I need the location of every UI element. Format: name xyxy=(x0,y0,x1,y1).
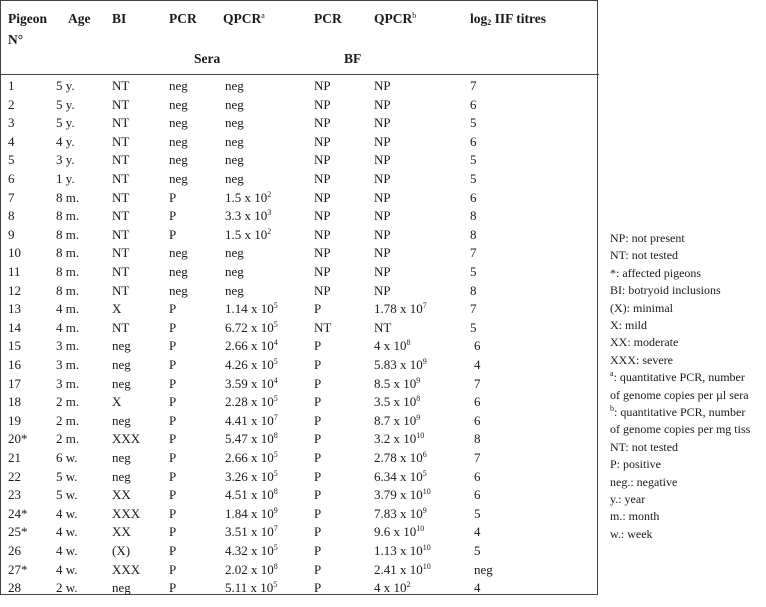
cell-age: 4 m. xyxy=(56,301,80,317)
cell-qpcr-sera: 3.51 x $10^7$ xyxy=(225,524,278,540)
header-bi: BI xyxy=(112,11,127,26)
cell-pcr-bf: NP xyxy=(314,115,331,131)
cell-iif-titre: 6 xyxy=(470,189,477,205)
cell-qpcr-sera: 5.47 x $10^8$ xyxy=(225,431,278,447)
cell-pcr-bf: P xyxy=(314,561,322,577)
cell-age: 5 y. xyxy=(56,115,75,131)
cell-pcr-sera: P xyxy=(169,375,177,391)
cell-bi: NT xyxy=(112,264,130,279)
cell-qpcr-sera: 1.5 x $10^2$ xyxy=(225,189,272,205)
cell-pcr-bf: NP xyxy=(314,245,331,261)
cell-iif-titre: 5 xyxy=(470,171,477,186)
cell-pcr-bf: NP xyxy=(314,282,331,298)
legend-item: of genome copies per mg tiss xyxy=(610,422,751,437)
cell-pcr-sera: neg xyxy=(169,171,188,186)
cell-bi: NT xyxy=(112,133,130,149)
cell-bi: NT xyxy=(112,226,130,242)
cell-qpcr-bf: NP xyxy=(374,78,391,93)
cell-qpcr-sera: 2.02 x $10^8$ xyxy=(225,561,278,577)
cell-bi: NT xyxy=(112,152,130,168)
cell-qpcr-bf: 9.6 x $10^{10}$ xyxy=(374,524,425,540)
cell-pcr-bf: P xyxy=(314,394,322,410)
cell-age: 8 m. xyxy=(56,245,80,261)
cell-pigeon-no: 19 xyxy=(8,412,21,428)
cell-iif-titre: 5 xyxy=(470,152,477,168)
cell-pcr-sera: P xyxy=(169,226,177,242)
cell-iif-titre: 6 xyxy=(474,338,481,354)
cell-age: 2 m. xyxy=(56,394,80,410)
cell-pcr-bf: P xyxy=(314,301,322,317)
cell-pcr-bf: NP xyxy=(314,189,331,205)
cell-pigeon-no: 26 xyxy=(8,543,21,558)
legend-item: $^a$: quantitative PCR, number xyxy=(610,369,745,385)
cell-bi: XXX xyxy=(112,505,141,521)
cell-qpcr-sera: 2.66 x $10^4$ xyxy=(225,338,278,354)
cell-pigeon-no: 20* xyxy=(8,431,28,447)
header-pigeon: Pigeon xyxy=(8,11,47,26)
legend-item: BI: botryoid inclusions xyxy=(610,283,721,298)
cell-iif-titre: 7 xyxy=(470,78,477,93)
footnote-marker-b: b xyxy=(412,11,417,20)
cell-pcr-sera: P xyxy=(169,301,177,317)
cell-pcr-bf: NP xyxy=(314,208,331,224)
footnote-marker-a: a xyxy=(261,11,265,20)
cell-bi: NT xyxy=(112,78,130,93)
cell-qpcr-bf: 6.34 x $10^5$ xyxy=(374,468,427,484)
cell-age: 5 y. xyxy=(56,96,75,112)
cell-age: 5 w. xyxy=(56,487,78,503)
cell-pcr-sera: neg xyxy=(169,282,188,298)
cell-iif-titre: 5 xyxy=(474,543,481,558)
cell-pcr-bf: P xyxy=(314,580,322,596)
cell-pcr-sera: P xyxy=(169,561,177,577)
cell-pigeon-no: 13 xyxy=(8,301,21,317)
cell-pcr-bf: NP xyxy=(314,264,331,279)
cell-pigeon-no: 15 xyxy=(8,338,21,354)
cell-age: 6 w. xyxy=(56,450,78,465)
cell-iif-titre: 5 xyxy=(470,115,477,131)
cell-bi: NT xyxy=(112,208,130,224)
cell-bi: NT xyxy=(112,171,130,186)
cell-pcr-bf: P xyxy=(314,357,322,372)
cell-age: 4 y. xyxy=(56,133,75,149)
cell-qpcr-bf: 8.5 x $10^9$ xyxy=(374,375,421,391)
cell-age: 8 m. xyxy=(56,226,80,242)
cell-qpcr-bf: 1.78 x $10^7$ xyxy=(374,301,427,317)
cell-pcr-bf: NP xyxy=(314,171,331,186)
legend-item: XX: moderate xyxy=(610,335,679,350)
cell-pigeon-no: 9 xyxy=(8,226,15,242)
cell-age: 8 m. xyxy=(56,189,80,205)
cell-qpcr-sera: 3.59 x $10^4$ xyxy=(225,375,278,391)
legend-item: w.: week xyxy=(610,526,653,541)
legend-item: NT: not tested xyxy=(610,439,679,454)
cell-qpcr-bf: 5.83 x $10^9$ xyxy=(374,357,427,372)
cell-pcr-sera: P xyxy=(169,524,177,540)
legend-item: NT: not tested xyxy=(610,248,679,263)
cell-iif-titre: 8 xyxy=(474,431,481,447)
cell-pcr-sera: P xyxy=(169,412,177,428)
cell-age: 3 m. xyxy=(56,338,80,354)
cell-age: 8 m. xyxy=(56,282,80,298)
cell-pigeon-no: 17 xyxy=(8,375,21,391)
cell-pigeon-no: 14 xyxy=(8,319,21,335)
cell-qpcr-bf: 3.79 x $10^{10}$ xyxy=(374,487,431,503)
cell-pigeon-no: 4 xyxy=(8,133,15,149)
cell-pigeon-no: 22 xyxy=(8,468,21,484)
cell-iif-titre: 7 xyxy=(470,301,477,317)
cell-qpcr-sera: 1.5 x $10^2$ xyxy=(225,226,272,242)
cell-age: 4 w. xyxy=(56,505,78,521)
header-qpcr-sera: QPCR$^a$ xyxy=(223,11,265,26)
cell-pcr-bf: P xyxy=(314,412,322,428)
header-pcr-bf: PCR xyxy=(314,11,342,26)
cell-qpcr-bf: 2.41 x $10^{10}$ xyxy=(374,561,431,577)
cell-qpcr-bf: 1.13 x $10^{10}$ xyxy=(374,543,431,558)
cell-pcr-sera: neg xyxy=(169,245,188,261)
cell-iif-titre: 7 xyxy=(474,375,481,391)
cell-qpcr-bf: NP xyxy=(374,171,391,186)
cell-age: 4 w. xyxy=(56,524,78,540)
cell-qpcr-sera: 2.66 x $10^5$ xyxy=(225,450,278,465)
cell-qpcr-bf: 2.78 x $10^6$ xyxy=(374,450,427,465)
cell-age: 3 y. xyxy=(56,152,75,168)
cell-age: 3 m. xyxy=(56,375,80,391)
cell-pcr-bf: P xyxy=(314,505,322,521)
cell-pigeon-no: 5 xyxy=(8,152,15,168)
cell-pcr-sera: P xyxy=(169,543,177,558)
cell-bi: X xyxy=(112,301,122,317)
cell-pigeon-no: 10 xyxy=(8,245,21,261)
cell-pigeon-no: 16 xyxy=(8,357,21,372)
cell-pigeon-no: 21 xyxy=(8,450,21,465)
cell-qpcr-bf: NP xyxy=(374,115,391,131)
header-age: Age xyxy=(68,11,91,26)
cell-pcr-bf: P xyxy=(314,524,322,540)
cell-qpcr-sera: neg xyxy=(225,282,244,298)
cell-iif-titre: 6 xyxy=(474,487,481,503)
cell-qpcr-sera: neg xyxy=(225,245,244,261)
cell-pcr-sera: P xyxy=(169,450,177,465)
cell-pcr-sera: P xyxy=(169,319,177,335)
cell-pigeon-no: 23 xyxy=(8,487,21,503)
cell-bi: XX xyxy=(112,487,131,503)
cell-iif-titre: 6 xyxy=(474,412,481,428)
cell-bi: XXX xyxy=(112,431,141,447)
legend-item: *: affected pigeons xyxy=(610,265,702,280)
cell-pigeon-no: 1 xyxy=(8,78,15,93)
cell-pcr-bf: P xyxy=(314,338,322,354)
cell-qpcr-sera: 4.32 x $10^5$ xyxy=(225,543,278,558)
cell-age: 2 w. xyxy=(56,580,78,596)
cell-qpcr-sera: neg xyxy=(225,78,244,93)
cell-bi: neg xyxy=(112,580,131,596)
cell-qpcr-bf: 4 x $10^2$ xyxy=(374,580,411,596)
group-label-bf: BF xyxy=(344,51,362,66)
cell-pcr-bf: NP xyxy=(314,152,331,168)
legend-item: NP: not present xyxy=(610,231,685,245)
cell-pcr-bf: P xyxy=(314,543,322,558)
cell-qpcr-sera: neg xyxy=(225,96,244,112)
cell-qpcr-bf: NP xyxy=(374,245,391,261)
cell-qpcr-bf: NP xyxy=(374,189,391,205)
cell-pcr-sera: P xyxy=(169,338,177,354)
cell-pigeon-no: 8 xyxy=(8,208,15,224)
cell-age: 3 m. xyxy=(56,357,80,372)
header-qpcr-bf: QPCR$^b$ xyxy=(374,11,417,26)
cell-pcr-bf: P xyxy=(314,468,322,484)
cell-qpcr-sera: 4.51 x $10^8$ xyxy=(225,487,278,503)
cell-iif-titre: 8 xyxy=(470,226,477,242)
cell-pigeon-no: 3 xyxy=(8,115,15,131)
cell-qpcr-sera: 4.41 x $10^7$ xyxy=(225,412,278,428)
cell-qpcr-sera: 6.72 x $10^5$ xyxy=(225,319,278,335)
cell-pcr-sera: P xyxy=(169,208,177,224)
legend-item: XXX: severe xyxy=(610,352,673,367)
cell-age: 4 w. xyxy=(56,543,78,558)
cell-bi: neg xyxy=(112,375,131,391)
cell-qpcr-bf: NP xyxy=(374,152,391,168)
cell-qpcr-sera: neg xyxy=(225,264,244,279)
cell-pcr-bf: NP xyxy=(314,133,331,149)
cell-bi: NT xyxy=(112,245,130,261)
cell-pcr-sera: P xyxy=(169,394,177,410)
cell-iif-titre: 6 xyxy=(470,96,477,112)
cell-qpcr-sera: 5.11 x $10^5$ xyxy=(225,580,278,596)
cell-bi: X xyxy=(112,394,122,410)
group-label-sera: Sera xyxy=(194,51,221,66)
cell-qpcr-bf: NP xyxy=(374,208,391,224)
cell-qpcr-bf: NP xyxy=(374,226,391,242)
cell-pcr-sera: neg xyxy=(169,96,188,112)
cell-iif-titre: 8 xyxy=(470,282,477,298)
cell-iif-titre: 7 xyxy=(474,450,481,465)
header-pcr-sera: PCR xyxy=(169,11,197,26)
cell-age: 8 m. xyxy=(56,264,80,279)
cell-qpcr-sera: neg xyxy=(225,133,244,149)
cell-bi: NT xyxy=(112,319,130,335)
cell-qpcr-sera: 3.26 x $10^5$ xyxy=(225,468,278,484)
cell-qpcr-sera: neg xyxy=(225,171,244,186)
cell-qpcr-sera: 2.28 x $10^5$ xyxy=(225,394,278,410)
cell-pcr-sera: P xyxy=(169,468,177,484)
cell-pcr-sera: P xyxy=(169,580,177,596)
cell-qpcr-bf: 3.2 x $10^{10}$ xyxy=(374,431,425,447)
cell-iif-titre: 4 xyxy=(474,524,481,540)
cell-qpcr-sera: 1.84 x $10^9$ xyxy=(225,505,278,521)
cell-age: 2 m. xyxy=(56,412,80,428)
cell-pcr-sera: neg xyxy=(169,133,188,149)
legend-item: $^b$: quantitative PCR, number xyxy=(610,404,746,419)
cell-qpcr-bf: 7.83 x $10^9$ xyxy=(374,505,427,521)
header-pigeon-no: N° xyxy=(8,32,24,47)
cell-qpcr-bf: NP xyxy=(374,96,391,112)
cell-qpcr-bf: 3.5 x $10^8$ xyxy=(374,394,421,410)
cell-age: 5 y. xyxy=(56,78,75,93)
cell-iif-titre: 5 xyxy=(470,264,477,279)
legend-item: m.: month xyxy=(610,509,660,524)
cell-qpcr-bf: NP xyxy=(374,282,391,298)
cell-pigeon-no: 25* xyxy=(8,524,28,540)
cell-qpcr-bf: NP xyxy=(374,133,391,149)
cell-pigeon-no: 27* xyxy=(8,561,28,577)
cell-iif-titre: 4 xyxy=(474,357,481,372)
cell-qpcr-sera: 1.14 x $10^5$ xyxy=(225,301,278,317)
cell-qpcr-bf: 4 x $10^8$ xyxy=(374,338,411,354)
header-iif-titres: $\log_2$ IIF titres xyxy=(470,11,547,27)
header-divider xyxy=(1,74,599,75)
cell-pigeon-no: 6 xyxy=(8,171,15,186)
cell-pcr-bf: P xyxy=(314,431,322,447)
legend-item: X: mild xyxy=(610,318,648,332)
cell-pigeon-no: 24* xyxy=(8,505,28,521)
legend-item: (X): minimal xyxy=(610,300,673,315)
cell-pigeon-no: 18 xyxy=(8,394,21,410)
cell-pcr-bf: NT xyxy=(314,319,332,335)
cell-pcr-bf: P xyxy=(314,375,322,391)
cell-pcr-sera: P xyxy=(169,487,177,503)
cell-qpcr-bf: NT xyxy=(374,319,392,335)
cell-bi: NT xyxy=(112,189,130,205)
cell-bi: XX xyxy=(112,524,131,540)
cell-age: 8 m. xyxy=(56,208,80,224)
cell-bi: NT xyxy=(112,282,130,298)
cell-bi: (X) xyxy=(112,543,131,558)
cell-qpcr-sera: neg xyxy=(225,115,244,131)
cell-pcr-bf: NP xyxy=(314,96,331,112)
cell-iif-titre: 6 xyxy=(474,394,481,410)
cell-pcr-bf: P xyxy=(314,487,322,503)
cell-pcr-bf: P xyxy=(314,450,322,465)
cell-age: 4 w. xyxy=(56,561,78,577)
cell-qpcr-bf: 8.7 x $10^9$ xyxy=(374,412,421,428)
cell-iif-titre: 8 xyxy=(470,208,477,224)
cell-pigeon-no: 7 xyxy=(8,189,15,205)
cell-bi: neg xyxy=(112,338,131,354)
cell-qpcr-bf: NP xyxy=(374,264,391,279)
cell-pcr-sera: neg xyxy=(169,264,188,279)
cell-age: 5 w. xyxy=(56,468,78,484)
cell-bi: neg xyxy=(112,450,131,465)
cell-bi: neg xyxy=(112,357,131,372)
cell-iif-titre: 5 xyxy=(474,505,481,521)
cell-bi: XXX xyxy=(112,561,141,577)
cell-pcr-sera: P xyxy=(169,431,177,447)
legend-item: of genome copies per µl sera xyxy=(610,387,749,402)
cell-bi: neg xyxy=(112,412,131,428)
cell-pigeon-no: 12 xyxy=(8,282,21,298)
cell-pcr-bf: NP xyxy=(314,226,331,242)
cell-pigeon-no: 28 xyxy=(8,580,21,596)
cell-qpcr-sera: 3.3 x $10^3$ xyxy=(225,208,272,224)
cell-age: 1 y. xyxy=(56,171,75,186)
cell-pcr-sera: neg xyxy=(169,152,188,168)
cell-pcr-sera: neg xyxy=(169,78,188,93)
cell-pcr-sera: P xyxy=(169,189,177,205)
cell-bi: NT xyxy=(112,115,130,131)
cell-pigeon-no: 2 xyxy=(8,96,15,112)
cell-pcr-bf: NP xyxy=(314,78,331,93)
cell-pigeon-no: 11 xyxy=(8,264,21,279)
cell-pcr-sera: neg xyxy=(169,115,188,131)
cell-iif-titre: 5 xyxy=(470,319,477,335)
cell-qpcr-sera: neg xyxy=(225,152,244,168)
cell-age: 4 m. xyxy=(56,319,80,335)
cell-iif-titre: 6 xyxy=(474,468,481,484)
cell-iif-titre: 7 xyxy=(470,245,477,261)
legend-item: y.: year xyxy=(610,492,646,506)
cell-iif-titre: 4 xyxy=(474,580,481,596)
legend-item: P: positive xyxy=(610,457,662,472)
cell-bi: NT xyxy=(112,96,130,112)
cell-pcr-sera: P xyxy=(169,357,177,372)
cell-pcr-sera: P xyxy=(169,505,177,521)
legend-item: neg.: negative xyxy=(610,474,678,489)
cell-bi: neg xyxy=(112,468,131,484)
cell-age: 2 m. xyxy=(56,431,80,447)
cell-qpcr-sera: 4.26 x $10^5$ xyxy=(225,357,278,372)
cell-iif-titre: neg xyxy=(474,561,493,577)
cell-iif-titre: 6 xyxy=(470,133,477,149)
